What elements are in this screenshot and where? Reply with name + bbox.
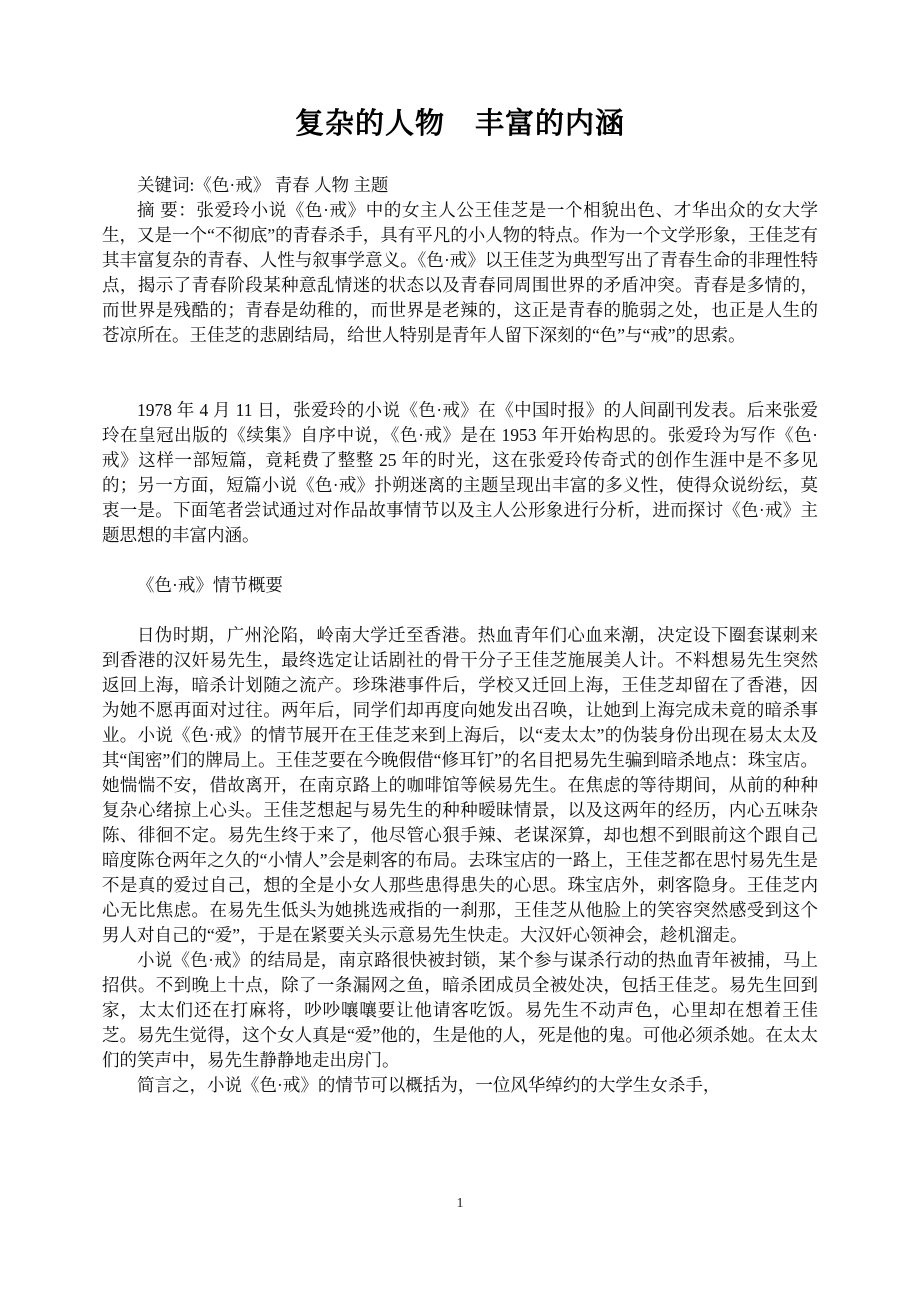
body-paragraph-3: 简言之，小说《色·戒》的情节可以概括为，一位风华绰约的大学生女杀手， [137, 1075, 721, 1095]
section-spacer-below [102, 598, 818, 623]
body-spacer-top [102, 373, 818, 398]
keywords-line: 关键词:《色·戒》 青春 人物 主题 [137, 175, 389, 195]
section-spacer-above [102, 548, 818, 573]
page-content [102, 0, 818, 1098]
abstract-paragraph: 摘 要：张爱玲小说《色·戒》中的女主人公王佳芝是一个相貌出色、才华出众的女大学生，又是一个“不彻底”的青春杀手，具有平凡的小人物的特点。作为一个文学形象，王佳芝有其丰富复杂的青春、人性与叙事学意义。《色·戒》以王佳芝为典型写出了青春生命的非理性特点，揭示了青春阶段某种意乱情迷的状态以及青春同周围世界的矛盾冲突。青春是多情的，而世界是残酷的；青春是幼稚的，而世界是老辣的，这正是青春的脆弱之处，也正是人生的苍凉所在。王佳芝的悲剧结局，给世人特别是青年人留下深刻的“色”与“戒”的思索。 [102, 200, 818, 345]
document-body [102, 373, 818, 1098]
intro-paragraph: 1978 年 4 月 11 日，张爱玲的小说《色·戒》在《中国时报》的人间副刊发表。后来张爱玲在皇冠出版的《续集》自序中说，《色·戒》是在 1953 年开始构思的。张爱玲为写作《色·戒》这样一部短篇，竟耗费了整整 25 年的时光，这在张爱玲传奇式的创作生涯中是不多见的；另一方面，短篇小说《色·戒》扑朔迷离的主题呈现出丰富的多义性，使得众说纷纭，莫衷一是。下面笔者尝试通过对作品故事情节以及主人公形象进行分析，进而探讨《色·戒》主题思想的丰富内涵。 [102, 400, 818, 545]
section-heading: 《色·戒》情节概要 [137, 575, 283, 595]
body-paragraph-1: 日伪时期，广州沦陷，岭南大学迁至香港。热血青年们心血来潮，决定设下圈套谋刺来到香港的汉奸易先生，最终选定让话剧社的骨干分子王佳芝施展美人计。不料想易先生突然返回上海，暗杀计划随之流产。珍珠港事件后，学校又迁回上海，王佳芝却留在了香港，因为她不愿再面对过往。两年后，同学们却再度向她发出召唤，让她到上海完成未竟的暗杀事业。小说《色·戒》的情节展开在王佳芝来到上海后，以“麦太太”的伪装身份出现在易太太及其“闺密”们的牌局上。王佳芝要在今晚假借“修耳钉”的名目把易先生骗到暗杀地点：珠宝店。她惴惴不安，借故离开，在南京路上的咖啡馆等候易先生。在焦虑的等待期间，从前的种种复杂心绪掠上心头。王佳芝想起与易先生的种种暧昧情景，以及这两年的经历，内心五味杂陈、徘徊不定。易先生终于来了，他尽管心狠手辣、老谋深算，却也想不到眼前这个跟自己暗度陈仓两年之久的“小情人”会是刺客的布局。去珠宝店的一路上，王佳芝都在思忖易先生是不是真的爱过自己，想的全是小女人那些患得患失的心思。珠宝店外，刺客隐身。王佳芝内心无比焦虑。在易先生低头为她挑选戒指的一刹那，王佳芝从他脸上的笑容突然感受到这个男人对自己的“爱”，于是在紧要关头示意易先生快走。大汉奸心领神会，趁机溜走。 [102, 625, 818, 945]
front-matter [102, 173, 818, 348]
page-number: 1 [456, 1196, 464, 1211]
page-title: 复杂的人物 丰富的内涵 [294, 108, 625, 140]
body-paragraph-2: 小说《色·戒》的结局是，南京路很快被封锁，某个参与谋杀行动的热血青年被捕，马上招供。不到晚上十点，除了一条漏网之鱼，暗杀团成员全被处决，包括王佳芝。易先生回到家，太太们还在打麻将，吵吵嚷嚷要让他请客吃饭。易先生不动声色，心里却在想着王佳芝。易先生觉得，这个女人真是“爱”他的，生是他的人，死是他的鬼。可他必须杀她。在太太们的笑声中，易先生静静地走出房门。 [102, 950, 818, 1070]
